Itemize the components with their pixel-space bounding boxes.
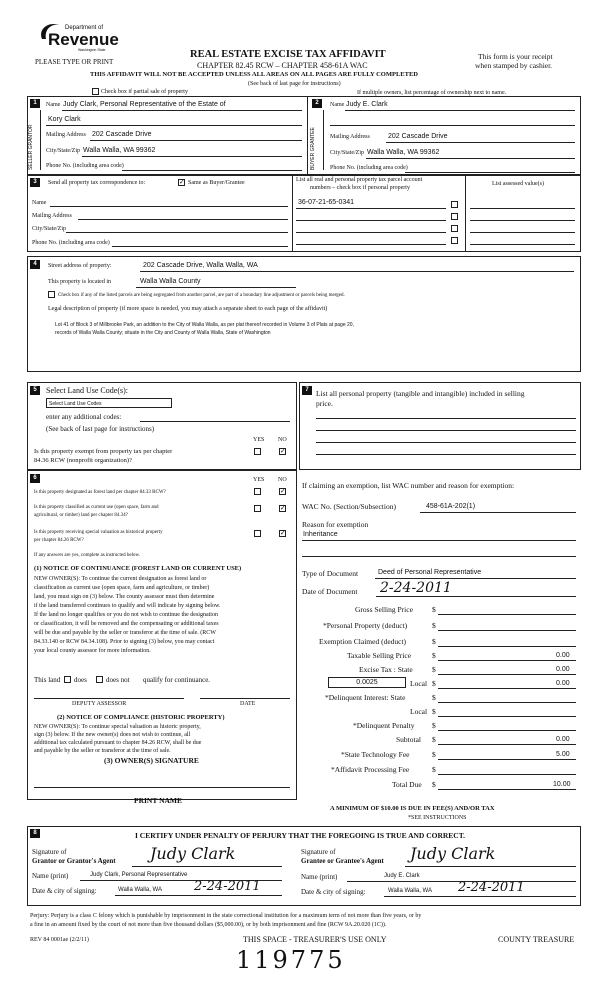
seller-address-label: Mailing Address [46,132,86,138]
reason-value[interactable]: Inheritance [303,531,338,538]
buyer-city-label: City/State/Zip [330,150,364,156]
print-name-label: PRINT NAME [134,796,182,805]
dollar-sign: $ [432,780,436,789]
dollar-sign: $ [432,721,436,730]
compliance-line: and payable by the seller or transferor at the time of sale. [34,748,171,754]
does-label: does [74,676,87,684]
grantor-date-value[interactable]: 2-24-2011 [194,879,261,894]
if-yes-note: If any answers are yes, complete as instructed below. [34,553,141,558]
section-7-number: 7 [302,386,312,395]
seller-name-value2[interactable]: Kory Clark [48,116,81,123]
section-5-number: 5 [30,386,40,395]
continuance-line: NEW OWNER(S): To continue the current designation as forest land or [34,576,207,582]
total-due-label: Total Due [392,780,422,789]
legal-line1[interactable]: Lot 41 of Block 3 of Millbrooke Park, an addition to the City of Walla Walla, as per plat thereof recorded in Volume 3 of Plats at page 20, [55,322,354,328]
does-not-checkbox[interactable] [96,676,103,683]
gross-label: Gross Selling Price [355,605,413,614]
seller-phone-label: Phone No. (including area code) [46,163,124,169]
continuance-line: land, you must sign on (3) below. The county assessor must then determine [34,594,215,600]
partial-sale-checkbox[interactable] [92,88,99,95]
exemption-claim: If claiming an exemption, list WAC number and reason for exemption: [302,481,515,490]
section-1-number: 1 [30,99,40,108]
deputy-assessor-label: DEPUTY ASSESSOR [72,701,127,707]
exempt-question2: 84.36 RCW (nonprofit organization)? [34,457,132,464]
perjury-line1: Perjury: Perjury is a class C felony which is punishable by imprisonment in the state correctional institution for a maximum term of not more than five years, or by [30,913,422,919]
continuance-line: classification as current use (open space, farm and agriculture, or timber) [34,585,210,591]
current-use-question-a: Is this property classified as current use (open space, farm and [34,505,159,510]
dollar-sign: $ [432,637,436,646]
qualify-label: qualify for continuance. [143,676,211,684]
additional-codes-label: enter any additional codes: [46,413,122,421]
parcel-header1: List all real and personal property tax parcel account [296,177,423,183]
compliance-line: additional tax calculated pursuant to chapter 84.26 RCW, shall be due [34,740,202,746]
multiple-owners: If multiple owners, list percentage of ownership next to name. [357,90,507,96]
warning: THIS AFFIDAVIT WILL NOT BE ACCEPTED UNLESS ALL AREAS ON ALL PAGES ARE FULLY COMPLETED [90,71,418,78]
reason-label: Reason for exemption [302,520,369,529]
grantor-sig-label: Signature of [32,848,67,856]
chapter: CHAPTER 82.45 RCW – CHAPTER 458-61A WAC [197,61,368,70]
local-value[interactable]: 0.00 [556,680,570,687]
continuance-line: will be due and payable by the seller or transferor at the time of sale. (RCW [34,630,216,636]
corr-phone-label: Phone No. (including area code) [32,240,110,246]
dollar-sign: $ [432,665,436,674]
dollar-sign: $ [432,765,436,774]
located-value[interactable]: Walla Walla County [140,278,201,285]
legal-label: Legal description of property (if more space is needed, you may attach a separate sheet to each page of the affidavit) [48,306,328,312]
dollar-sign: $ [432,651,436,660]
grantor-print-value[interactable]: Judy Clark, Personal Representative [90,872,188,878]
continuance-line: 84.33.140 or RCW 84.34.108). Prior to signing (3) below, you may contact [34,639,215,645]
buyer-name-value[interactable]: Judy E. Clark [346,101,388,108]
parcel-1-personal-checkbox[interactable] [451,201,458,208]
this-land-label: This land [34,676,61,684]
section-4-number: 4 [30,260,40,269]
continuance-line: if the land transferred continues to qualify and will indicate by signing below. [34,603,221,609]
receipt-line2: when stamped by cashier. [475,61,553,70]
current-use-yes-checkbox[interactable] [254,505,261,512]
compliance-line: sign (3) below. If the new owner(s) does not wish to continue, all [34,732,191,738]
subtotal-value[interactable]: 0.00 [556,736,570,743]
perjury-line2: a fine in an amount fixed by the court of not more than five thousand dollars ($5,000.00), or by both imprisonment and fine (RCW 9A.20.020 (1C)). [30,922,387,928]
excise-value[interactable]: 0.00 [556,666,570,673]
treasurer-use: THIS SPACE - TREASURER'S USE ONLY [243,935,387,944]
forest-question: Is this property designated as forest land per chapter 84.33 RCW? [34,490,166,495]
parcel-2-personal-checkbox[interactable] [451,213,458,220]
buyer-address-label: Mailing Address [330,134,370,140]
does-checkbox[interactable] [64,676,71,683]
taxable-label: Taxable Selling Price [347,651,412,660]
historic-yes-checkbox[interactable] [254,530,261,537]
exempt-no-checkbox[interactable]: ✓ [280,447,286,455]
located-label: This property is located in [48,279,111,285]
dollar-sign: $ [432,693,436,702]
section-2-number: 2 [312,99,322,108]
grantee-date-label: Date & city of signing: [301,888,366,896]
continuance-title: (1) NOTICE OF CONTINUANCE (FOREST LAND OR CURRENT USE) [34,565,242,572]
delinquent-penalty-label: *Delinquent Penalty [353,721,415,730]
grantor-signature[interactable]: Judy Clark [150,844,236,863]
continuance-line: your local county assessor for more information. [34,648,151,654]
parcel-header2: numbers – check box if personal property [310,185,410,191]
historic-question-b: per chapter 84.26 RCW? [34,538,84,543]
current-use-question-b: agricultural, or timber) land per chapter 84.34? [34,513,128,518]
does-not-label: does not [106,676,130,684]
logo-state: Washington State [78,48,106,52]
doc-date-value[interactable]: 2-24-2011 [380,580,452,596]
parcel-3-personal-checkbox[interactable] [451,225,458,232]
assessed-header: List assessed value(s) [492,181,544,187]
corr-name-label: Name [32,200,47,206]
seller-side-label: SELLER GRANTOR [28,124,34,170]
personal-deduct-label: *Personal Property (deduct) [323,621,408,630]
continuance-line: If the land no longer qualifies or you do not wish to continue the designation [34,612,218,618]
grantee-print-value[interactable]: Judy E. Clark [384,873,420,879]
land-use-yes: YES [253,437,265,443]
local-rate-field[interactable]: 0.0025 [328,677,406,688]
dollar-sign: $ [432,679,436,688]
seller-name-value[interactable]: Judy Clark, Personal Representative of the Estate of [63,101,226,108]
form-number: REV 84 0001ae (2/2/11) [30,937,89,943]
compliance-title: (2) NOTICE OF COMPLIANCE (HISTORIC PROPERTY) [57,714,225,721]
wac-value[interactable]: 458-61A-202(1) [426,503,476,510]
current-use-no-checkbox[interactable]: ✓ [280,504,286,512]
grantor-agent-label: Grantor or Grantor's Agent [32,857,116,865]
street-label: Street address of property: [48,263,112,269]
seller-city-value[interactable]: Walla Walla, WA 99362 [83,147,156,154]
owner-signature-label: (3) OWNER(S) SIGNATURE [104,756,199,765]
seller-name-label: Name [46,102,61,108]
grantee-date-value[interactable]: 2-24-2011 [458,880,525,895]
buyer-address-value[interactable]: 202 Cascade Drive [388,133,448,140]
delinquent-local-label: Local [410,707,428,716]
land-use-see-back: (See back of last page for instructions) [46,425,155,433]
forest-no-checkbox[interactable]: ✓ [280,487,286,495]
sec6-no: NO [278,477,287,483]
exempt-yes-checkbox[interactable] [254,448,261,455]
exemption-deduct-label: Exemption Claimed (deduct) [319,637,407,646]
seller-city-label: City/State/Zip [46,148,80,154]
sec6-yes: YES [253,477,265,483]
certify-text: I CERTIFY UNDER PENALTY OF PERJURY THAT THE FOREGOING IS TRUE AND CORRECT. [135,831,466,840]
buyer-side-label: BUYER GRANTEE [310,127,316,170]
please-type: PLEASE TYPE OR PRINT [35,58,114,66]
legal-line2[interactable]: records of Walla Walla County; situate in the City and County of Walla Walla, State of Washington [55,330,271,336]
dollar-sign: $ [432,750,436,759]
buyer-name-label: Name [330,102,345,108]
grantor-date-label: Date & city of signing: [32,887,97,895]
same-as-buyer-checkbox[interactable]: ✓ [179,178,185,186]
dollar-sign: $ [432,605,436,614]
doc-date-label: Date of Document [302,587,358,596]
land-use-title: Select Land Use Code(s): [46,386,128,395]
grantee-sig-label: Signature of [301,848,336,856]
section-8-number: 8 [30,829,40,838]
personal-property-text2: price. [316,399,333,408]
logo-name: Revenue [48,30,119,49]
personal-property-text1: List all personal property (tangible and intangible) included in selling [316,389,525,398]
doc-type-label: Type of Document [302,569,359,578]
send-correspondence-label: Send all property tax correspondence to: [48,180,146,186]
grantee-city-value[interactable]: Walla Walla, WA [388,888,433,894]
same-as-buyer-label: Same as Buyer/Grantee [188,180,245,186]
continuance-line: or classification, it will be removed and the compensating or additional taxes [34,621,219,627]
corr-city-label: City/State/Zip [32,226,66,232]
minimum-due: A MINIMUM OF $10.00 IS DUE IN FEE(S) AND/OR TAX [330,805,495,812]
buyer-city-value[interactable]: Walla Walla, WA 99362 [367,149,440,156]
seller-address-value[interactable]: 202 Cascade Drive [92,131,152,138]
buyer-phone-label: Phone No. (including area code) [330,165,408,171]
historic-question-a: Is this property receiving special valuation as historical property [34,530,163,535]
grantee-signature[interactable]: Judy Clark [410,844,496,863]
grantee-agent-label: Grantee or Grantee's Agent [301,857,384,865]
partial-sale-label: Check box if partial sale of property [101,89,188,95]
wac-label: WAC No. (Section/Subsection) [302,502,396,511]
tech-fee-value[interactable]: 5.00 [556,751,570,758]
land-use-no: NO [278,437,287,443]
segregated-label: Check box if any of the listed parcels are being segregated from another parcel, are part of a boundary line adjustment or parcels being merged. [58,293,345,298]
grantee-print-label: Name (print) [301,873,338,881]
parcel-4-personal-checkbox[interactable] [451,237,458,244]
form-title: REAL ESTATE EXCISE TAX AFFIDAVIT [190,49,386,60]
street-value[interactable]: 202 Cascade Drive, Walla Walla, WA [143,262,258,269]
historic-no-checkbox[interactable]: ✓ [280,529,286,537]
doc-type-value[interactable]: Deed of Personal Representative [378,569,482,576]
land-use-select[interactable]: Select Land Use Codes [46,398,172,408]
see-back: (See back of last page for instructions) [248,81,341,87]
dollar-sign: $ [432,735,436,744]
taxable-value[interactable]: 0.00 [556,652,570,659]
total-due-value[interactable]: 10.00 [553,781,571,788]
section-6-number: 6 [30,474,40,483]
affidavit-fee-label: *Affidavit Processing Fee [331,765,410,774]
handwritten-number: 119775 [236,946,346,974]
excise-label: Excise Tax : State [359,665,413,674]
segregated-checkbox[interactable] [48,291,55,298]
parcel-number-1[interactable]: 36-07-21-65-0341 [298,199,355,206]
county-treasurer: COUNTY TREASURE [498,935,575,944]
delinquent-interest-label: *Delinquent Interest: State [325,693,406,702]
date-label: DATE [240,701,256,707]
exempt-question1: Is this property exempt from property tax per chapter [34,448,173,455]
see-instructions: *SEE INSTRUCTIONS [408,815,467,821]
dollar-sign: $ [432,707,436,716]
grantor-print-label: Name (print) [32,872,69,880]
grantor-city-value[interactable]: Walla Walla, WA [118,887,163,893]
tech-fee-label: *State Technology Fee [341,750,410,759]
section-3-number: 3 [30,178,40,187]
logo-dept: Department of [65,25,104,31]
forest-yes-checkbox[interactable] [254,488,261,495]
property-box [27,256,581,372]
subtotal-label: Subtotal [396,735,422,744]
corr-address-label: Mailing Address [32,213,72,219]
receipt-line1: This form is your receipt [478,52,553,61]
local-label: Local [410,679,428,688]
dollar-sign: $ [432,621,436,630]
compliance-line: NEW OWNER(S): To continue special valuation as historic property, [34,724,201,730]
